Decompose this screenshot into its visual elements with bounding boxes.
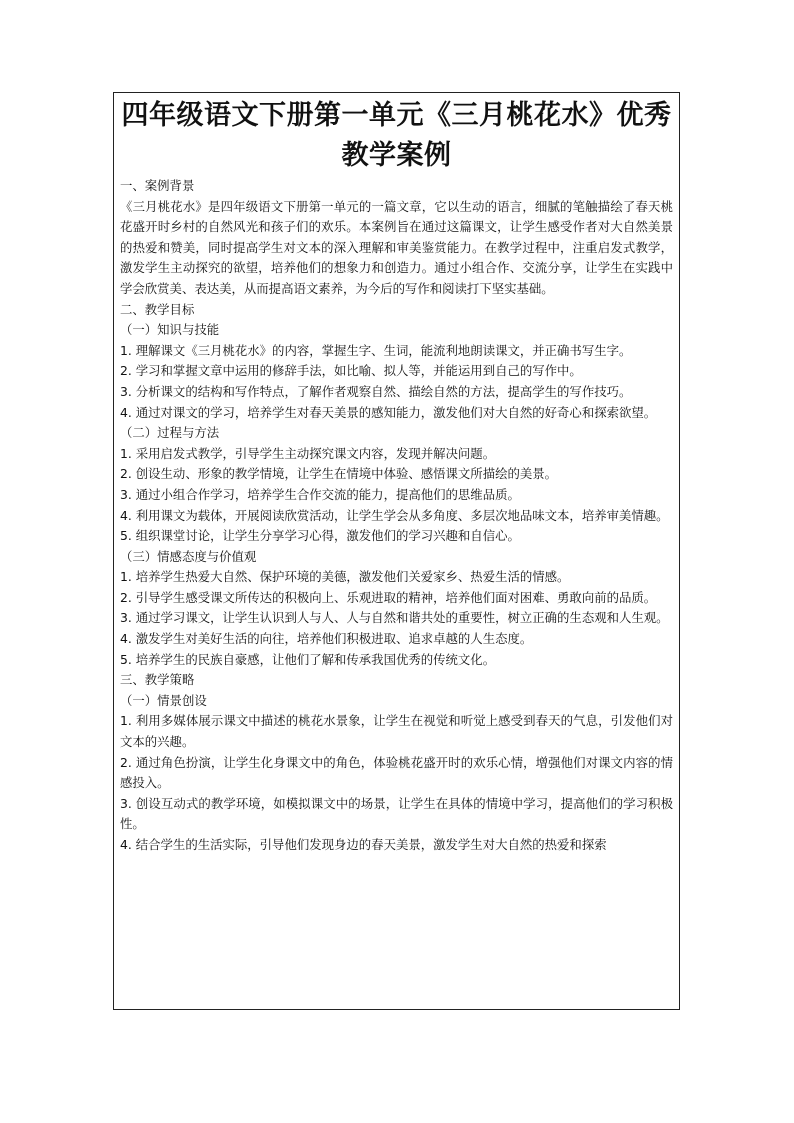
- list-item: 3. 通过小组合作学习，培养学生合作交流的能力，提高他们的思维品质。: [120, 486, 520, 502]
- list-item: 1. 利用多媒体展示课文中描述的桃花水景象，让学生在视觉和听觉上感受到春天的气息，引发他们对文本的兴趣。: [120, 713, 673, 750]
- section-heading-background: 一、案例背景: [120, 178, 195, 193]
- section-heading-goals: 二、教学目标: [120, 301, 195, 317]
- list-item: 5. 培养学生的民族自豪感，让他们了解和传承我国优秀的传统文化。: [120, 651, 496, 667]
- subsection-heading-values: （三）情感态度与价值观: [120, 548, 257, 564]
- list-item: 3. 创设互动式的教学环境，如模拟课文中的场景，让学生在具体的情境中学习，提高他们的学习积极性。: [120, 795, 673, 832]
- section-heading-strategy: 三、教学策略: [120, 672, 195, 688]
- list-item: 3. 通过学习课文，让学生认识到人与人、人与自然和谐共处的重要性，树立正确的生态观和人生观。: [120, 610, 669, 626]
- list-item: 2. 引导学生感受课文所传达的积极向上、乐观进取的精神，培养他们面对困难、勇敢向前的品质。: [120, 589, 657, 605]
- list-item: 2. 通过角色扮演，让学生化身课文中的角色，体验桃花盛开时的欢乐心情，增强他们对课文内容的情感投入。: [120, 754, 673, 791]
- list-item: 4. 利用课文为载体，开展阅读欣赏活动，让学生学会从多角度、多层次地品味文本，培养审美情趣。: [120, 507, 669, 523]
- list-item: 4. 通过对课文的学习，培养学生对春天美景的感知能力，激发他们对大自然的好奇心和探索欲望。: [120, 404, 657, 420]
- list-item: 4. 激发学生对美好生活的向往，培养他们积极进取、追求卓越的人生态度。: [120, 631, 533, 647]
- list-item: 4. 结合学生的生活实际，引导他们发现身边的春天美景，激发学生对大自然的热爱和探索: [120, 837, 607, 852]
- list-item: 1. 培养学生热爱大自然、保护环境的美德，激发他们关爱家乡、热爱生活的情感。: [120, 569, 570, 585]
- list-item: 2. 学习和掌握文章中运用的修辞手法，如比喻、拟人等，并能运用到自己的写作中。: [120, 363, 582, 379]
- document-frame: [113, 92, 680, 1010]
- list-item: 3. 分析课文的结构和写作特点，了解作者观察自然、描绘自然的方法，提高学生的写作技巧。: [120, 383, 632, 399]
- list-item: 1. 理解课文《三月桃花水》的内容，掌握生字、生词，能流利地朗读课文，并正确书写生字。: [120, 342, 632, 358]
- list-item: 1. 采用启发式教学，引导学生主动探究课文内容，发现并解决问题。: [120, 445, 496, 461]
- background-paragraph: 《三月桃花水》是四年级语文下册第一单元的一篇文章，它以生动的语言，细腻的笔触描绘了春天桃花盛开时乡村的自然风光和孩子们的欢乐。本案例旨在通过这篇课文，让学生感受作者对大自然美景的热爱和赞美，同时提高学生对文本的深入理解和审美鉴赏能力。在教学过程中，注重启发式教学，激发学生主动探究的欲望，培养他们的想象力和创造力。通过小组合作、交流分享，让学生在实践中学会欣赏美、表达美，从而提高语文素养，为今后的写作和阅读打下坚实基础。: [120, 198, 673, 296]
- subsection-heading-knowledge: （一）知识与技能: [120, 322, 220, 338]
- list-item: 5. 组织课堂讨论，让学生分享学习心得，激发他们的学习兴趣和自信心。: [120, 528, 520, 544]
- document-title: 四年级语文下册第一单元《三月桃花水》优秀教学案例: [121, 100, 672, 171]
- subsection-heading-scenario: （一）情景创设: [120, 692, 207, 708]
- list-item: 2. 创设生动、形象的教学情境，让学生在情境中体验、感悟课文所描绘的美景。: [120, 466, 558, 482]
- document-body: [114, 176, 679, 856]
- subsection-heading-process: （二）过程与方法: [120, 425, 220, 441]
